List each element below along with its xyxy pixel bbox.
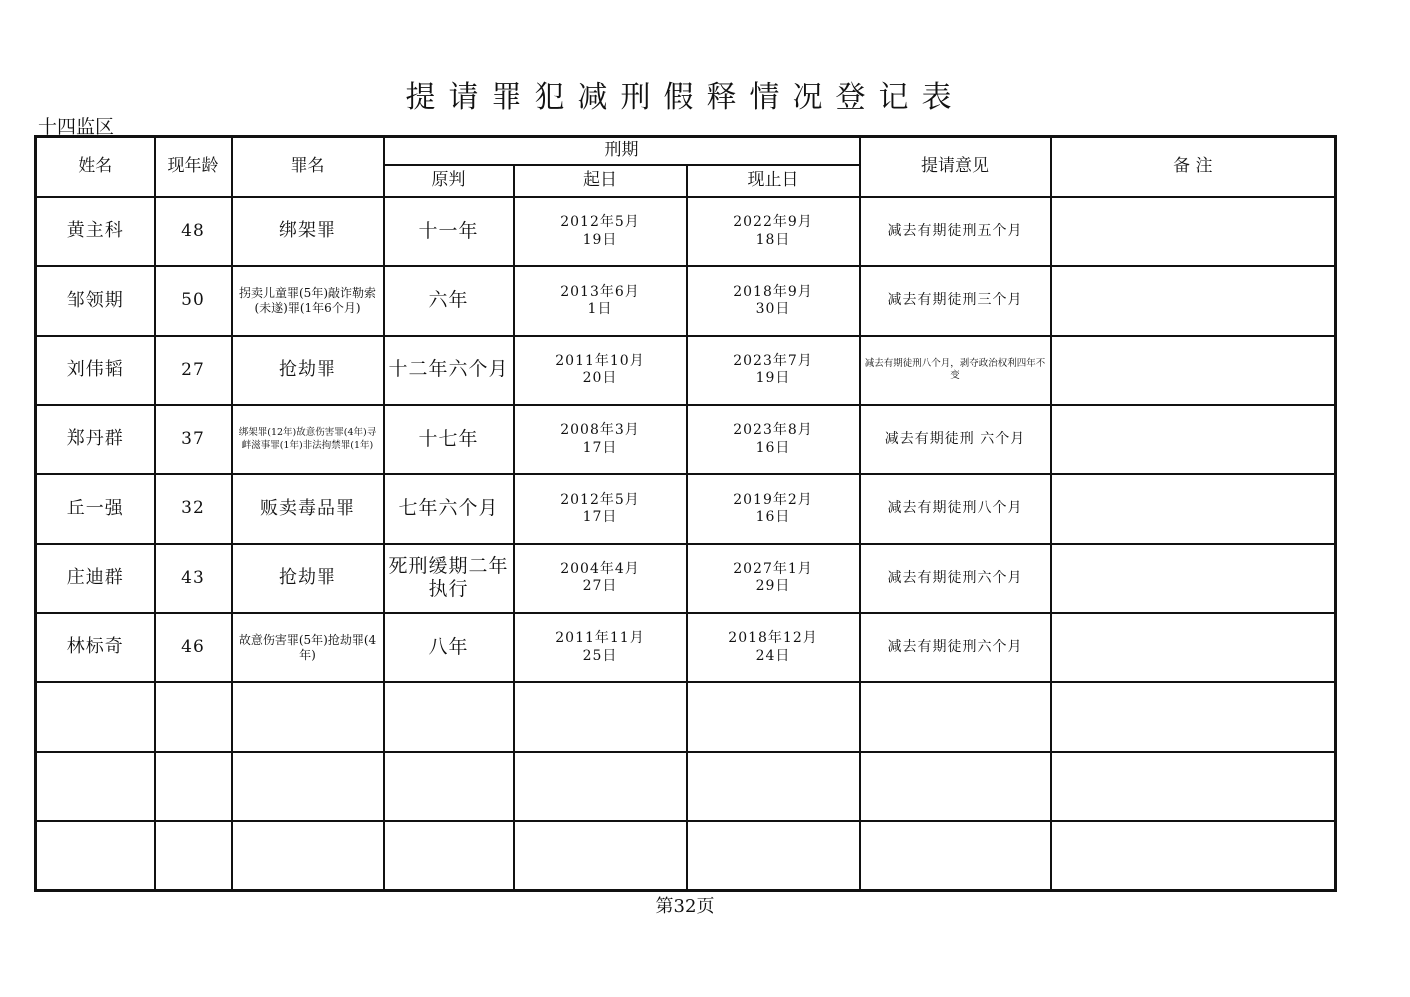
cell-end-date-line: 2023年7月: [733, 352, 813, 369]
cell-start-date: [514, 613, 687, 682]
empty-cell: [384, 682, 514, 751]
cell-start-date-line: 2011年11月: [555, 630, 645, 647]
cell-remark: [1051, 336, 1336, 405]
cell-start-date: [514, 405, 687, 474]
empty-cell: [860, 682, 1051, 751]
cell-age: 48: [155, 197, 232, 266]
cell-end-date: [687, 613, 860, 682]
cell-age: 27: [155, 336, 232, 405]
cell-original-term: 死刑缓期二年执行: [384, 544, 514, 613]
empty-cell: [155, 821, 232, 890]
cell-age: 46: [155, 613, 232, 682]
cell-start-date-line: 17日: [582, 509, 618, 526]
cell-start-date-line: 17日: [582, 439, 618, 456]
header-remark: 备 注: [1051, 137, 1336, 198]
header-original: 原判: [384, 165, 514, 197]
empty-cell: [1051, 682, 1336, 751]
cell-remark: [1051, 544, 1336, 613]
empty-cell: [514, 752, 687, 821]
cell-end-date-line: 16日: [755, 439, 791, 456]
cell-original-term: 十七年: [384, 405, 514, 474]
cell-end-date: [687, 474, 860, 543]
cell-end-date: [687, 544, 860, 613]
registration-table: [34, 135, 1337, 892]
cell-opinion: 减去有期徒刑六个月: [860, 613, 1051, 682]
cell-end-date-line: 2023年8月: [733, 422, 813, 439]
cell-start-date: [514, 474, 687, 543]
cell-crime: 抢劫罪: [232, 336, 384, 405]
cell-end-date-line: 30日: [755, 301, 791, 318]
cell-age: 32: [155, 474, 232, 543]
table-row: [36, 266, 1336, 335]
cell-name: 郑丹群: [36, 405, 155, 474]
cell-remark: [1051, 266, 1336, 335]
empty-cell: [155, 752, 232, 821]
empty-cell: [514, 821, 687, 890]
empty-cell: [860, 821, 1051, 890]
cell-end-date-line: 29日: [755, 578, 791, 595]
cell-end-date-line: 2027年1月: [733, 560, 813, 577]
cell-age: 37: [155, 405, 232, 474]
header-name: 姓名: [36, 137, 155, 198]
cell-remark: [1051, 613, 1336, 682]
cell-end-date: [687, 266, 860, 335]
cell-crime: 贩卖毒品罪: [232, 474, 384, 543]
cell-name: 邹领期: [36, 266, 155, 335]
empty-cell: [384, 752, 514, 821]
cell-opinion: 减去有期徒刑八个月: [860, 474, 1051, 543]
cell-remark: [1051, 474, 1336, 543]
cell-name: 刘伟韬: [36, 336, 155, 405]
cell-end-date: [687, 197, 860, 266]
cell-start-date-line: 20日: [582, 370, 618, 387]
empty-cell: [232, 821, 384, 890]
empty-table-row: [36, 821, 1336, 890]
cell-original-term: 十一年: [384, 197, 514, 266]
empty-cell: [36, 752, 155, 821]
empty-cell: [384, 821, 514, 890]
cell-remark: [1051, 405, 1336, 474]
cell-name: 黄主科: [36, 197, 155, 266]
cell-crime: 绑架罪(12年)故意伤害罪(4年)寻衅滋事罪(1年)非法拘禁罪(1年): [232, 405, 384, 474]
cell-start-date-line: 2012年5月: [560, 214, 640, 231]
cell-original-term: 六年: [384, 266, 514, 335]
cell-start-date: [514, 544, 687, 613]
unit-label: 十四监区: [38, 116, 115, 138]
empty-cell: [687, 821, 860, 890]
header-opinion: 提请意见: [860, 137, 1051, 198]
cell-original-term: 七年六个月: [384, 474, 514, 543]
empty-cell: [232, 682, 384, 751]
cell-end-date-line: 2022年9月: [733, 214, 813, 231]
cell-opinion: 减去有期徒刑八个月，剥夺政治权利四年不变: [860, 336, 1051, 405]
cell-crime: 抢劫罪: [232, 544, 384, 613]
cell-name: 林标奇: [36, 613, 155, 682]
cell-end-date-line: 24日: [755, 647, 791, 664]
empty-cell: [36, 682, 155, 751]
cell-crime: 故意伤害罪(5年)抢劫罪(4年): [232, 613, 384, 682]
empty-cell: [687, 752, 860, 821]
cell-start-date-line: 2011年10月: [555, 352, 645, 369]
cell-start-date-line: 19日: [582, 231, 618, 248]
cell-start-date: [514, 197, 687, 266]
cell-crime: 绑架罪: [232, 197, 384, 266]
cell-name: 庄迪群: [36, 544, 155, 613]
cell-start-date: [514, 266, 687, 335]
cell-end-date: [687, 336, 860, 405]
empty-cell: [36, 821, 155, 890]
cell-start-date: [514, 336, 687, 405]
page-number: 第32页: [655, 896, 715, 917]
cell-start-date-line: 25日: [582, 647, 618, 664]
cell-age: 43: [155, 544, 232, 613]
cell-end-date-line: 2018年12月: [728, 630, 818, 647]
table-row: [36, 474, 1336, 543]
table-row: [36, 197, 1336, 266]
empty-cell: [860, 752, 1051, 821]
cell-end-date-line: 18日: [755, 231, 791, 248]
cell-name: 丘一强: [36, 474, 155, 543]
cell-start-date-line: 2004年4月: [560, 560, 640, 577]
cell-end-date-line: 2018年9月: [733, 283, 813, 300]
cell-end-date-line: 2019年2月: [733, 491, 813, 508]
cell-opinion: 减去有期徒刑三个月: [860, 266, 1051, 335]
cell-opinion: 减去有期徒刑 六个月: [860, 405, 1051, 474]
table-row: [36, 544, 1336, 613]
cell-start-date-line: 2012年5月: [560, 491, 640, 508]
header-end: 现止日: [687, 165, 860, 197]
empty-cell: [155, 682, 232, 751]
cell-age: 50: [155, 266, 232, 335]
empty-table-row: [36, 752, 1336, 821]
header-age: 现年龄: [155, 137, 232, 198]
empty-cell: [1051, 752, 1336, 821]
cell-crime: 拐卖儿童罪(5年)敲诈勒索(未遂)罪(1年6个月): [232, 266, 384, 335]
cell-opinion: 减去有期徒刑五个月: [860, 197, 1051, 266]
document-title: 提请罪犯减刑假释情况登记表: [405, 80, 965, 115]
table-row: [36, 336, 1336, 405]
cell-end-date: [687, 405, 860, 474]
cell-end-date-line: 19日: [755, 370, 791, 387]
header-start: 起日: [514, 165, 687, 197]
cell-start-date-line: 2008年3月: [560, 422, 640, 439]
header-crime: 罪名: [232, 137, 384, 198]
cell-start-date-line: 27日: [582, 578, 618, 595]
empty-cell: [514, 682, 687, 751]
empty-cell: [1051, 821, 1336, 890]
cell-original-term: 十二年六个月: [384, 336, 514, 405]
cell-start-date-line: 2013年6月: [560, 283, 640, 300]
cell-remark: [1051, 197, 1336, 266]
cell-original-term: 八年: [384, 613, 514, 682]
header-term-group: 刑期: [384, 137, 860, 166]
table-row: [36, 405, 1336, 474]
cell-end-date-line: 16日: [755, 509, 791, 526]
table-row: [36, 613, 1336, 682]
cell-start-date-line: 1日: [587, 301, 613, 318]
cell-opinion: 减去有期徒刑六个月: [860, 544, 1051, 613]
table-body: [36, 197, 1336, 891]
empty-table-row: [36, 682, 1336, 751]
empty-cell: [687, 682, 860, 751]
empty-cell: [232, 752, 384, 821]
